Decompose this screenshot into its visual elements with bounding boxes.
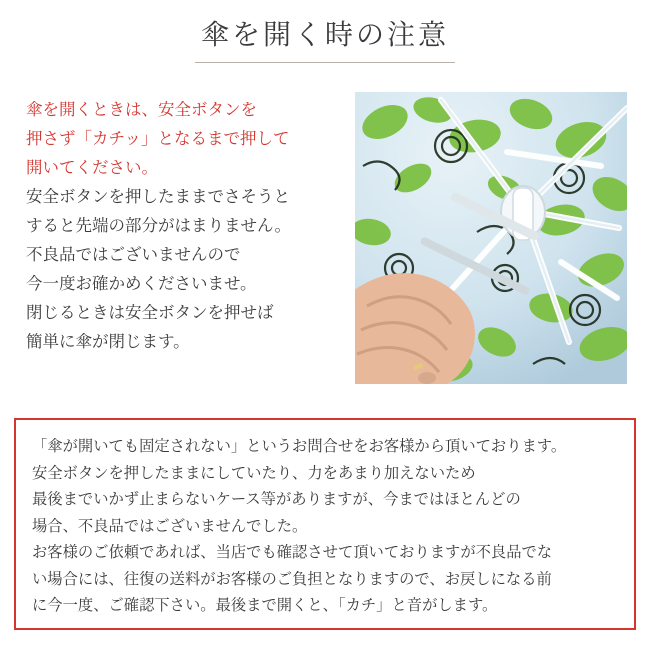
instruction-line: 開いてください。 [26,159,158,177]
notice-line: 「傘が開いても固定されない」というお問合せをお客様から頂いております。 [32,438,567,455]
instruction-line: 傘を開くときは、安全ボタンを [26,101,257,119]
instruction-line: 簡単に傘が閉じます。 [26,333,190,351]
umbrella-photo-illustration [355,92,627,384]
main-content [0,92,650,392]
instruction-line: すると先端の部分がはまりません。 [26,217,291,235]
instruction-line: 閉じるときは安全ボタンを押せば [26,304,274,322]
instruction-line: 安全ボタンを押したままでさそうと [26,188,290,206]
page-title: 傘を開く時の注意 [195,18,455,63]
notice-box [14,418,636,630]
notice-line: い場合には、往復の送料がお客様のご負担となりますので、お戻しになる前 [32,570,552,588]
instruction-line: 不良品ではございませんので [26,246,241,264]
notice-line: お客様のご依頼であれば、当店でも確認させて頂いておりますが不良品でな [32,544,553,561]
notice-line: 最後までいかず止まらないケース等がありますが、今まではほとんどの [32,491,521,508]
notice-line: 安全ボタンを押したままにしていたり、力をあまり加えないため [32,464,476,482]
page-title-container [0,18,650,63]
instruction-line: 押さず「カチッ」となるまで押して [26,130,290,148]
notice-line: 場合、不良品ではございませんでした。 [32,517,308,535]
umbrella-photo [355,92,627,384]
instruction-line: 今一度お確かめくださいませ。 [26,275,257,293]
instruction-paragraph [26,96,346,357]
notice-line: に今一度、ご確認下さい。最後まで開くと、「カチ」と音がします。 [32,597,498,614]
